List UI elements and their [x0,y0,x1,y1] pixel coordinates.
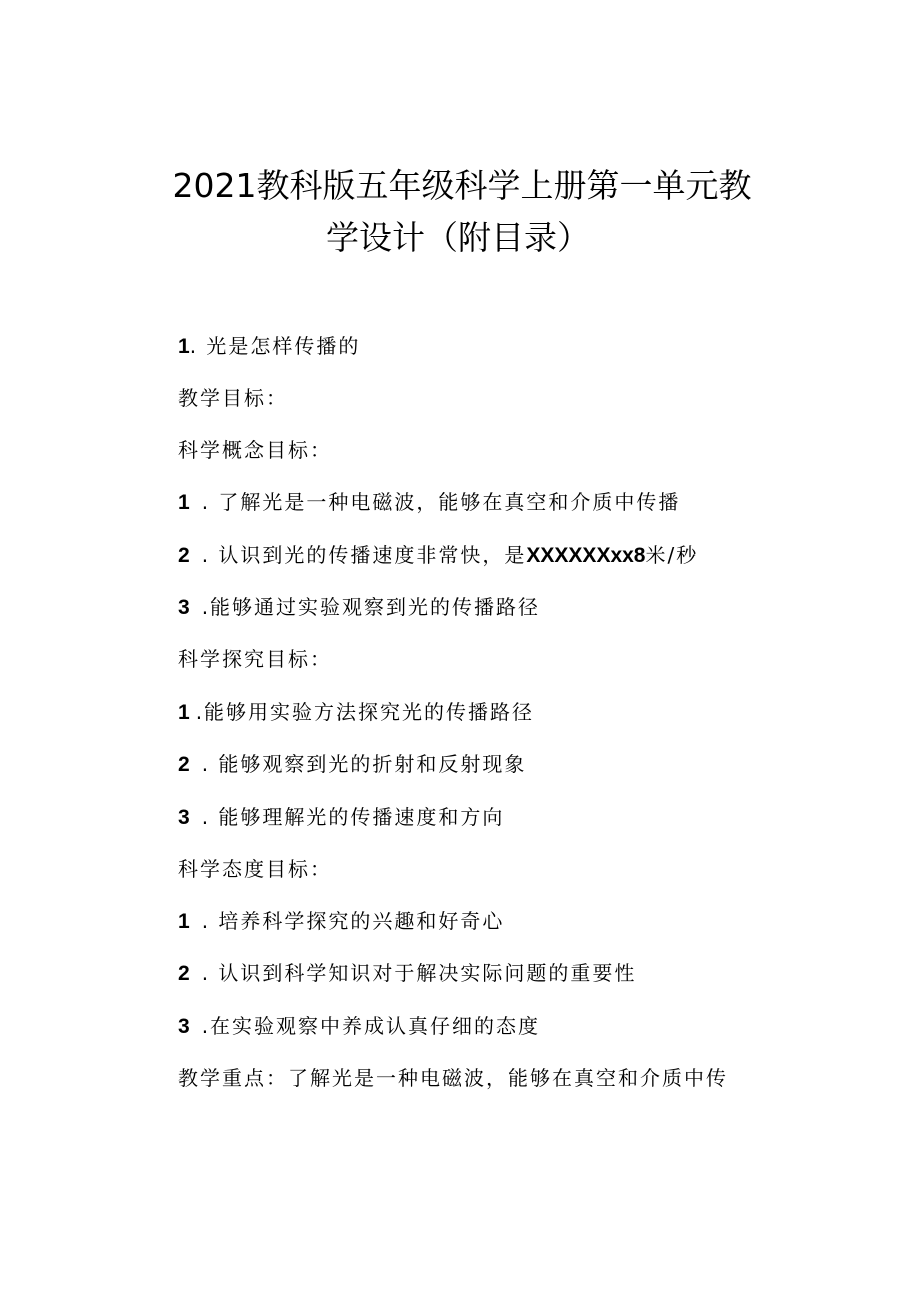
list-item-text: . 能够观察到光的折射和反射现象 [201,752,527,776]
label-inquiry-goals: 科学探究目标： [178,647,332,671]
label-teaching-goals: 教学目标： [178,386,288,410]
section-heading [178,332,360,361]
item-number: 3 [178,806,190,829]
speed-unit: 米/秒 [645,543,699,567]
label-concept-goals: 科学概念目标： [178,438,332,462]
document-title-line-2: 学设计（附目录） [326,218,590,257]
speed-value: XXXXXXxx8 [526,544,646,567]
list-item [178,750,526,779]
list-item-text: . 了解光是一种电磁波，能够在真空和介质中传播 [201,490,681,514]
list-item-text: . 能够理解光的传播速度和方向 [201,805,505,829]
item-number: 3 [178,596,190,619]
list-item-text: .能够用实验方法探究光的传播路径 [195,700,535,724]
item-number: 1 [178,491,190,514]
list-item [178,907,504,936]
label-attitude-goals: 科学态度目标： [178,857,332,881]
list-item-text: . 培养科学探究的兴趣和好奇心 [201,909,505,933]
document-title-line-1: 2021教科版五年级科学上册第一单元教 [172,166,752,205]
item-number: 3 [178,1015,190,1038]
section-heading-text: . 光是怎样传播的 [189,334,361,358]
list-item [178,593,540,622]
list-item [178,803,504,832]
list-item-text: .在实验观察中养成认真仔细的态度 [201,1014,541,1038]
list-item-text: . 认识到光的传播速度非常快，是 [201,543,527,567]
list-item [178,488,680,517]
list-item [178,959,636,988]
item-number: 2 [178,753,190,776]
item-number: 2 [178,962,190,985]
list-item [178,541,698,570]
list-item [178,698,534,727]
item-number: 2 [178,544,190,567]
teaching-focus: 教学重点：了解光是一种电磁波，能够在真空和介质中传 [178,1066,728,1090]
list-item-text: . 认识到科学知识对于解决实际问题的重要性 [201,961,637,985]
item-number: 1 [178,910,190,933]
item-number: 1 [178,701,190,724]
list-item-text: .能够通过实验观察到光的传播路径 [201,595,541,619]
item-number: 1 [178,335,190,358]
list-item [178,1012,540,1041]
